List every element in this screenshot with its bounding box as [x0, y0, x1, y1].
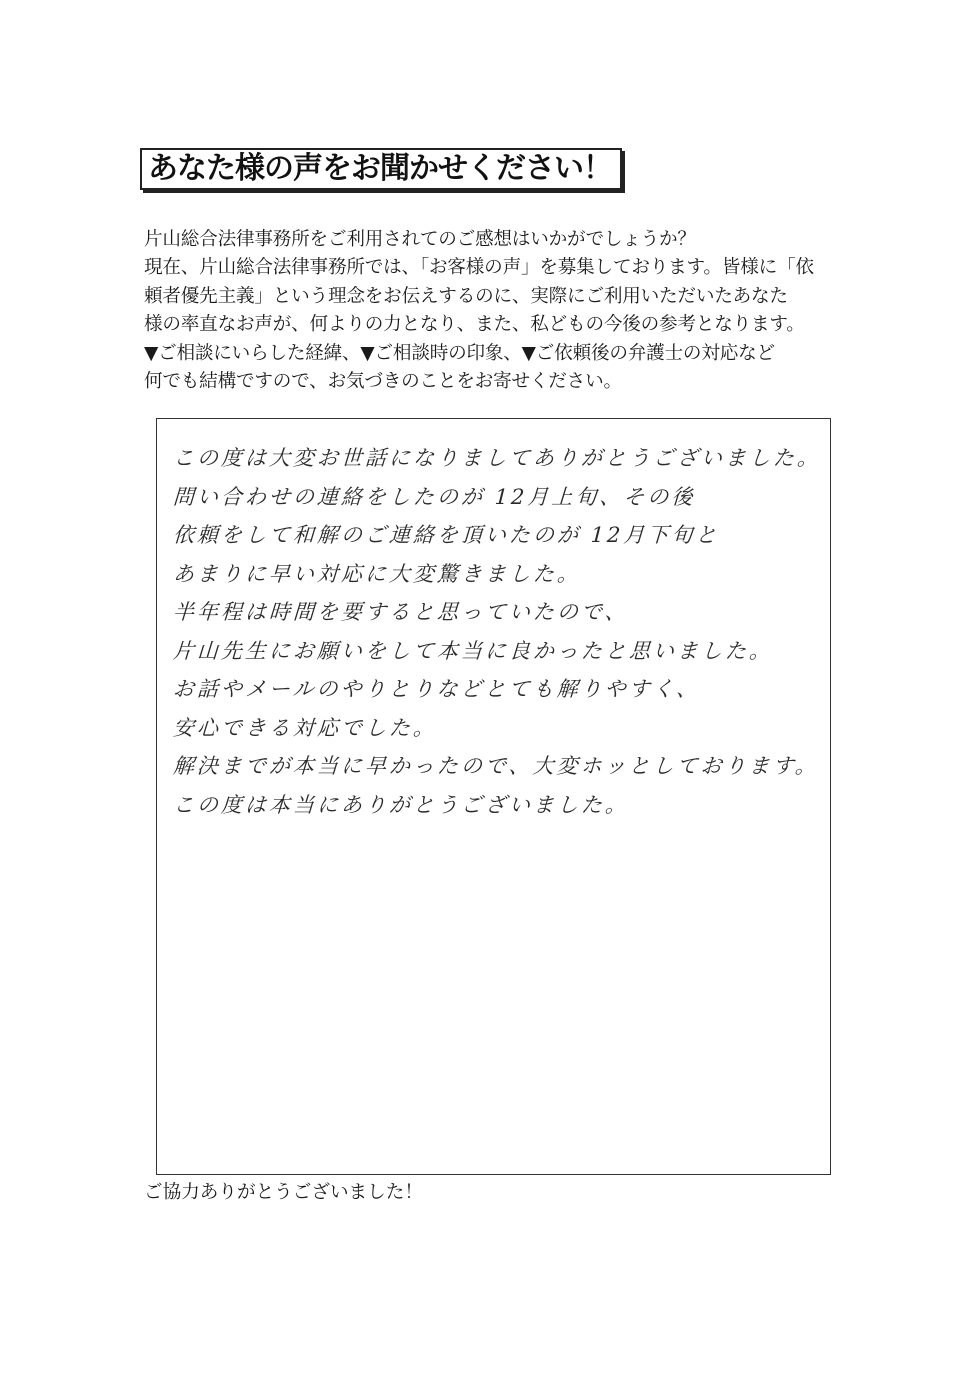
thanks-message: ご協力ありがとうございました！ [144, 1182, 423, 1203]
comment-line: あまりに早い対応に大変驚きました。 [172, 561, 582, 586]
intro-line: ▼ご相談にいらした経緯、▼ご相談時の印象、▼ご依頼後の弁護士の対応など [144, 342, 775, 364]
intro-line: 頼者優先主義」という理念をお伝えするのに、実際にご利用いただいたあなた [144, 285, 788, 307]
comment-line: 片山先生にお願いをして本当に良かったと思いました。 [172, 638, 774, 663]
comment-line: 依頼をして和解のご連絡を頂いたのが 12月下旬と [172, 523, 721, 547]
intro-paragraph [144, 226, 844, 396]
intro-line: 片山総合法律事務所をご利用されてのご感想はいかがでしょうか？ [144, 229, 696, 250]
intro-line: 現在、片山総合法律事務所では、「お客様の声」を募集しております。皆様に「依 [144, 257, 814, 279]
comment-box [156, 418, 831, 1175]
comment-line: 問い合わせの連絡をしたのが 12月上旬、その後 [172, 484, 697, 509]
intro-line: 様の率直なお声が、何よりの力となり、また、私どもの今後の参考となります。 [144, 314, 805, 336]
comment-line: この度は本当にありがとうございました。 [172, 792, 630, 817]
comment-line: 半年程は時間を要すると思っていたので、 [172, 600, 630, 624]
comment-line: 安心できる対応でした。 [172, 715, 438, 740]
comment-line: 解決までが本当に早かったので、大変ホッとしております。 [172, 754, 820, 778]
comment-line: この度は大変お世話になりましてありがとうございました。 [172, 446, 822, 470]
title-box [140, 148, 622, 190]
handwritten-comment [172, 439, 822, 824]
intro-line: 何でも結構ですので、お気づきのことをお寄せください。 [144, 371, 622, 393]
page-title: あなた様の声をお聞かせください！ [148, 151, 612, 186]
comment-line: お話やメールのやりとりなどとても解りやすく、 [172, 677, 701, 701]
